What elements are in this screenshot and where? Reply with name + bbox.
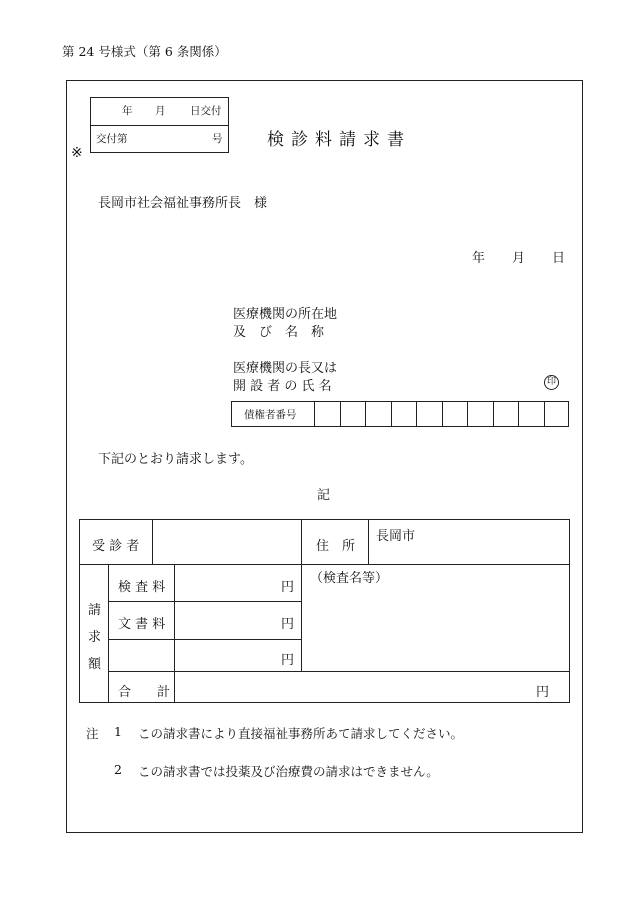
document-title: 検診料請求書	[267, 130, 411, 150]
claim-label-char-3: 額	[88, 657, 102, 672]
address-label: 住 所	[316, 539, 356, 554]
receipt-year: 年	[122, 105, 133, 117]
inspection-fee-label: 検 査 料	[118, 580, 166, 595]
creditor-number-box	[231, 401, 569, 427]
notes-prefix: 注	[86, 726, 99, 741]
institution-head-label-1: 医療機関の長又は	[233, 361, 338, 376]
intro-text: 下記のとおり請求します。	[98, 452, 253, 467]
date-day: 日	[552, 251, 566, 266]
other-fee-unit: 円	[281, 653, 295, 668]
claim-table	[79, 519, 570, 703]
receipt-number-prefix: 交付第	[96, 133, 128, 145]
note-1-text: この請求書により直接福祉事務所あて請求してください。	[138, 726, 464, 741]
note-2-text: この請求書では投薬及び治療費の請求はできません。	[138, 764, 439, 779]
institution-address-label-2: 及 び 名 称	[233, 325, 325, 340]
receipt-number-suffix: 号	[212, 133, 223, 145]
form-number: 第 24 号様式（第 6 条関係）	[62, 44, 227, 59]
total-unit: 円	[536, 685, 550, 700]
claim-label-char-2: 求	[88, 630, 102, 645]
creditor-number-label: 債権者番号	[244, 409, 297, 421]
institution-address-label-1: 医療機関の所在地	[233, 307, 338, 322]
examinee-label: 受 診 者	[92, 539, 140, 554]
address-value: 長岡市	[376, 529, 416, 544]
claim-label-char-1: 請	[88, 603, 102, 618]
document-fee-unit: 円	[281, 617, 295, 632]
total-label: 合 計	[118, 685, 171, 700]
seal-mark-text: 印	[546, 377, 556, 387]
date-month: 月	[512, 251, 526, 266]
note-1-number: 1	[114, 724, 122, 739]
receipt-day-issued: 日交付	[190, 105, 222, 117]
inspection-fee-unit: 円	[281, 580, 295, 595]
document-fee-label: 文 書 料	[118, 617, 166, 632]
asterisk-mark: ※	[71, 145, 83, 161]
date-year: 年	[472, 251, 486, 266]
addressee: 長岡市社会福祉事務所長 様	[98, 196, 268, 211]
ki-heading: 記	[317, 488, 331, 503]
receipt-month: 月	[155, 105, 166, 117]
exam-name-label: （検査名等）	[310, 571, 389, 586]
note-2-number: 2	[114, 762, 122, 777]
institution-head-label-2: 開 設 者 の 氏 名	[233, 379, 332, 394]
seal-mark-icon	[544, 375, 559, 390]
